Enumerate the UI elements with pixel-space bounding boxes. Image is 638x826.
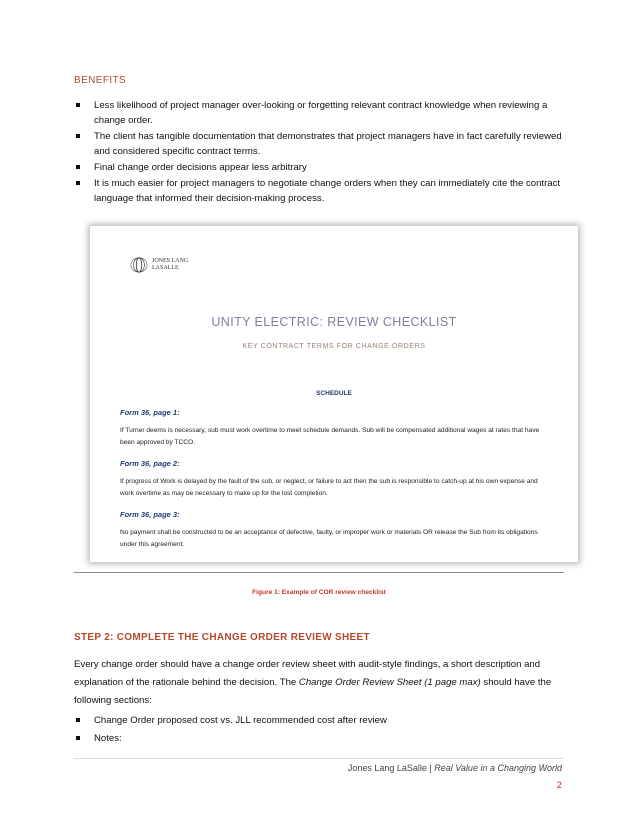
- footer-divider: [74, 758, 564, 759]
- entry-heading: Form 36, page 3:: [120, 510, 180, 519]
- entry-heading: Form 36, page 2:: [120, 459, 180, 468]
- jll-logo-icon: [130, 256, 148, 274]
- list-item: Final change order decisions appear less arbitrary: [74, 160, 564, 175]
- bullet-square-icon: [76, 181, 80, 185]
- checklist-entry: [120, 459, 552, 499]
- entry-heading: Form 36, page 1:: [120, 408, 180, 417]
- step2-heading: STEP 2: COMPLETE THE CHANGE ORDER REVIEW SHEET: [74, 632, 370, 643]
- checklist-figure: [90, 226, 578, 562]
- checklist-title: UNITY ELECTRIC: REVIEW CHECKLIST: [211, 315, 457, 329]
- checklist-entry: [120, 510, 552, 550]
- list-item: It is much easier for project managers to negotiate change orders when they can immediately cite the contract language that informed their decision-making process.: [74, 176, 564, 206]
- schedule-heading: SCHEDULE: [316, 390, 352, 397]
- list-item: The client has tangible documentation that demonstrates that project managers have in fact carefully reviewed and considered specific contract terms.: [74, 129, 564, 159]
- bullet-square-icon: [76, 718, 80, 722]
- footer-tagline: Real Value in a Changing World: [434, 763, 562, 773]
- entry-text: If Turner deems is necessary, sub must work overtime to meet schedule demands. Sub will be compensated additional wages at rates that have been approved by TCCO.: [120, 427, 540, 446]
- divider: [74, 572, 564, 573]
- list-item: Notes:: [74, 731, 564, 746]
- benefits-heading: BENEFITS: [74, 75, 127, 86]
- checklist-entry: [120, 408, 552, 448]
- logo-line2: LASALLE: [152, 265, 179, 271]
- entry-text: No payment shall be constructed to be an acceptance of defective, faulty, or improper work or materials OR release the Sub from its obligations under this agreement.: [120, 529, 538, 548]
- bullet-square-icon: [76, 736, 80, 740]
- logo-line1: JONES LANG: [152, 258, 189, 264]
- list-item: Less likelihood of project manager over-looking or forgetting relevant contract knowledge when reviewing a change order.: [74, 98, 564, 128]
- jll-logo: [130, 256, 188, 274]
- page-number: 2: [556, 780, 562, 791]
- step2-paragraph: Every change order should have a change order review sheet with audit-style findings, a short description and explanation of the rationale behind the decision. The Change Order Review Sheet (1 page max) should have the following sections:: [74, 659, 552, 706]
- bullet-square-icon: [76, 134, 80, 138]
- list-item: Change Order proposed cost vs. JLL recommended cost after review: [74, 713, 564, 728]
- footer-company: Jones Lang LaSalle: [347, 763, 427, 773]
- entry-text: If progress of Work is delayed by the fault of the sub, or neglect, or failure to act then the sub is responsible to catch-up at his own expense and work overtime as may be necessary to make up for the lost completion.: [120, 478, 538, 497]
- bullet-square-icon: [76, 165, 80, 169]
- sections-list: [74, 713, 564, 749]
- checklist-subtitle: KEY CONTRACT TERMS FOR CHANGE ORDERS: [242, 343, 426, 350]
- bullet-square-icon: [76, 103, 80, 107]
- benefits-list: [74, 98, 564, 207]
- figure-caption: Figure 1: Example of COR review checklist: [252, 589, 386, 596]
- footer: Jones Lang LaSalle | Real Value in a Changing World: [347, 763, 562, 773]
